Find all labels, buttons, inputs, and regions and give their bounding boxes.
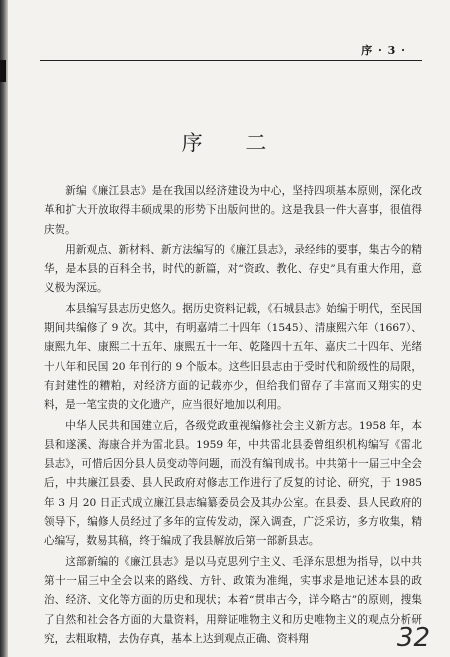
paragraph: 这部新编的《廉江县志》是以马克思列宁主义、毛泽东思想为指导，以中共第十一届三中全会以来的路线、方针、政策为准绳，实事求是地记述本县的政治、经济、文化等方面的历史和现状；本着“贯串古今，详今略古”的原则，搜集了自然和社会各方面的大量资料，用辩证唯物主义和历史唯物主义的观点分析研究，去粗取精，去伪存真，基本上达到观点正确、资料翔 — [44, 555, 422, 645]
running-header: 序 · 3 · — [361, 44, 406, 57]
paragraph: 用新观点、新材料、新方法编写的《廉江县志》，录经纬的要事，集古今的精华，是本县的百科全书，时代的新篇，对“资政、教化、存史”具有重大作用，意义极为深远。 — [44, 243, 422, 295]
chapter-title: 序 二 — [181, 131, 269, 155]
paragraph: 新编《廉江县志》是在我国以经济建设为中心，坚持四项基本原则，深化改革和扩大开放取得丰硕成果的形势下出版问世的。这是我县一件大喜事，很值得庆贺。 — [44, 185, 422, 236]
binding-mark — [0, 60, 6, 82]
paragraph: 中华人民共和国建立后，各级党政重视编修社会主义新方志。1958 年，本县和遂溪、海康合并为雷北县。1959 年，中共雷北县委曾组织机构编写《雷北县志》，可惜后因分县人员变动等问题，而没有编刊成书。中共第十一届三中全会后，中共廉江县委、县人民政府对修志工作进行了反复的讨论、研究，于 1985 年 3 月 20 日正式成立廉江县志编纂委员会及其办公室。在县委、县人民政府的领导下，编修人员经过了多年的宣传发动，深入调查，广泛采访，多方收集，精心编写，数易其稿，终于编成了我县解放后第一部新县志。 — [44, 419, 422, 548]
body-text — [44, 182, 422, 650]
paragraph: 本县编写县志历史悠久。据历史资料记载，《石城县志》始编于明代，至民国期间共编修了 9 次。其中，有明嘉靖二十四年（1545）、清康熙六年（1667）、康熙九年、康熙二十五年、康熙五十一年、乾隆四十五年、嘉庆二十四年、光绪十八年和民国 20 年刊行的 9 个版本。这些旧县志由于受时代和阶级性的局限，有封建性的糟粕，对经济方面的记载亦少，但给我们留存了丰富而又翔实的史料，是一笔宝贵的文化遗产，应当很好地加以利用。 — [44, 302, 422, 412]
handwritten-page-number: 32 — [396, 623, 430, 653]
page-binding-edge — [0, 0, 8, 657]
header-rule — [40, 60, 422, 61]
